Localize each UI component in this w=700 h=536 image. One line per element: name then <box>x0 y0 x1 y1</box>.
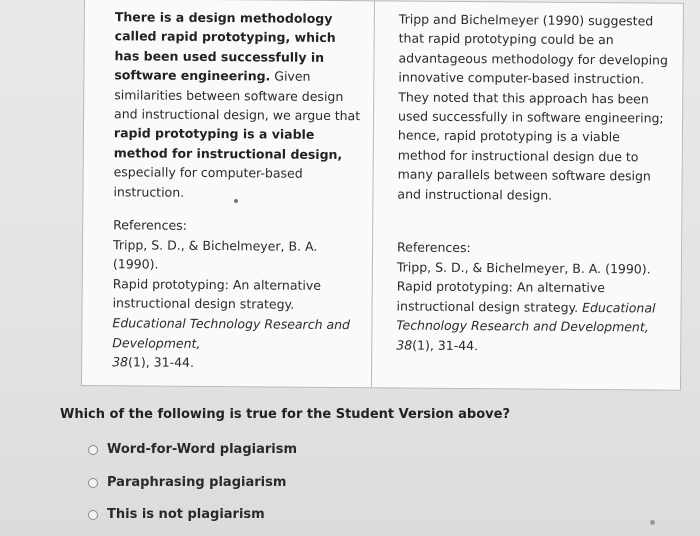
option-paraphrasing[interactable] <box>88 475 286 490</box>
student-text-bold-2: rapid prototyping is a viable method for instructional design, <box>113 125 343 162</box>
reference-volume: 38 <box>112 354 129 370</box>
student-references <box>112 215 362 374</box>
reference-volume: 38 <box>396 337 413 353</box>
comparison-table <box>81 0 684 391</box>
reference-title-1: Rapid prototyping: An alternative <box>112 276 322 293</box>
reference-title-2: instructional design strategy. <box>396 298 583 315</box>
student-version-cell <box>82 0 375 387</box>
stray-speck <box>650 520 655 525</box>
reference-title-2: instructional design strategy. <box>112 295 295 313</box>
reference-pages: (1), 31-44. <box>412 337 479 354</box>
radio-button[interactable] <box>88 510 98 520</box>
option-label: Paraphrasing plagiarism <box>107 475 287 490</box>
student-version-text <box>113 7 364 203</box>
option-not-plagiarism[interactable] <box>88 507 265 522</box>
question-text: Which of the following is true for the Student Version above? <box>60 407 510 422</box>
radio-button[interactable] <box>88 445 98 455</box>
option-word-for-word[interactable] <box>88 442 297 457</box>
stray-dot <box>234 199 238 203</box>
reference-authors: Tripp, S. D., & Bichelmeyer, B. A. (1990). <box>112 236 318 272</box>
original-text: Tripp and Bichelmeyer (1990) suggested that rapid prototyping could be an advantageous methodology for developing innovative computer-based instruction. They noted that this approach has been used successfully in software engineering; hence, rapid prototyping is a viable method for instructional design due to many parallels between software design and instructional design. <box>397 11 669 203</box>
reference-pages: (1), 31-44. <box>127 354 195 371</box>
references-heading: References: <box>113 217 187 233</box>
reference-journal: Educational Technology Research and Development, <box>112 315 351 351</box>
student-text-normal-1: Given similarities between software design and instructional design, we argue that <box>114 68 361 124</box>
reference-authors: Tripp, S. D., & Bichelmeyer, B. A. (1990). <box>396 259 651 277</box>
student-text-normal-2: especially for computer-based instruction. <box>113 164 303 200</box>
option-label: This is not plagiarism <box>107 507 265 522</box>
option-label: Word-for-Word plagiarism <box>107 442 297 457</box>
reference-title-1: Rapid prototyping: An alternative <box>396 278 606 296</box>
original-references <box>396 238 669 358</box>
radio-button[interactable] <box>88 478 98 488</box>
reference-journal: Educational Technology Research and Development, <box>396 299 656 335</box>
student-text-bold-1: There is a design methodology called rapid prototyping, which has been used successfully in software engineering. <box>114 9 336 84</box>
references-heading: References: <box>396 239 471 256</box>
original-version-cell <box>372 1 683 389</box>
